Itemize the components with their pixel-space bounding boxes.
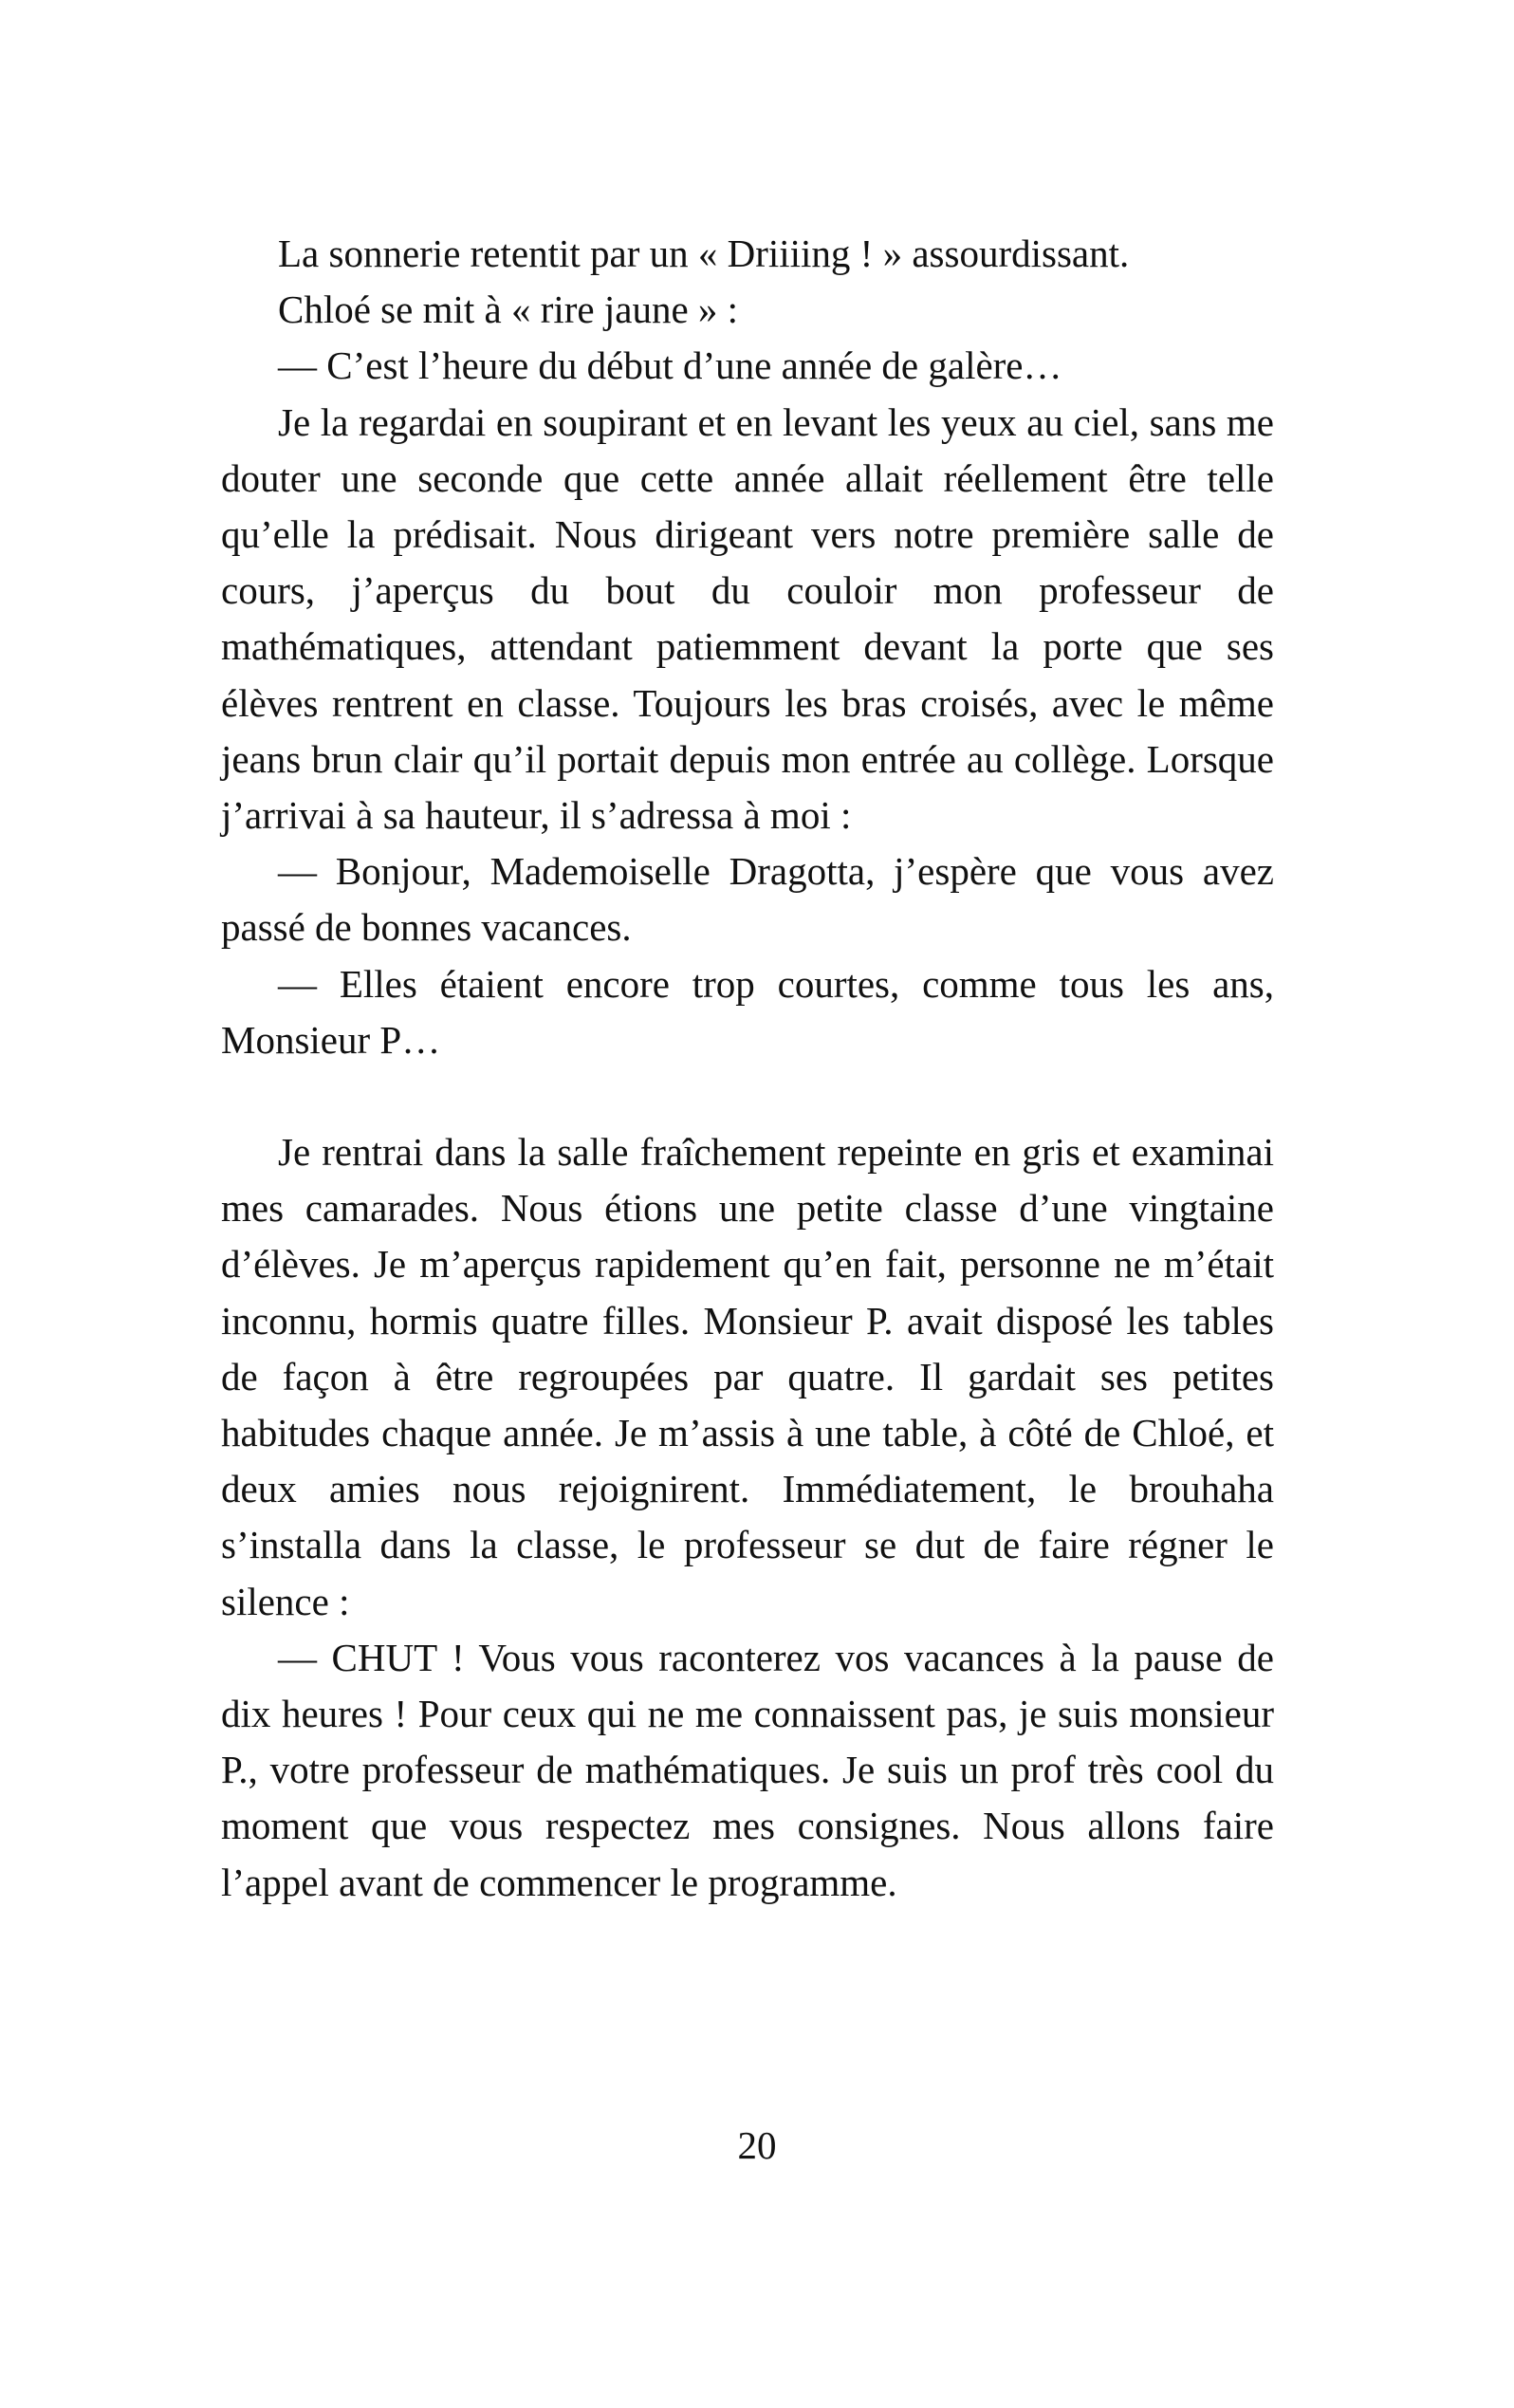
dialogue-line: — Elles étaient encore trop courtes, comme tous les ans, Monsieur P… bbox=[221, 961, 1274, 1062]
paragraph: La sonnerie retentit par un « Driiiing ! » assourdissant. bbox=[278, 232, 1130, 275]
dialogue-line: — C’est l’heure du début d’une année de galère… bbox=[278, 343, 1062, 388]
section-break bbox=[221, 1068, 1274, 1124]
body-text bbox=[221, 226, 1274, 1911]
dialogue-line: — CHUT ! Vous vous raconterez vos vacances à la pause de dix heures ! Pour ceux qui ne me connaissent pas, je suis monsieur P., votre professeur de mathématiques. Je suis un prof très cool du moment que vous respectez mes consignes. Nous allons faire l’appel avant de commencer le programme. bbox=[221, 1635, 1274, 1904]
page-number: 20 bbox=[737, 2123, 777, 2167]
paragraph: Je la regardai en soupirant et en levant les yeux au ciel, sans me douter une seconde que cette année allait réellement être telle qu’elle la prédisait. Nous dirigeant vers notre première salle de cours, j’aperçus du bout du couloir mon professeur de mathématiques, attendant patiemment devant la porte que ses élèves rentrent en classe. Toujours les bras croisés, avec le même jeans brun clair qu’il portait depuis mon entrée au collège. Lorsque j’arrivai à sa hauteur, il s’adressa à moi : bbox=[221, 399, 1274, 838]
dialogue-line: — Bonjour, Mademoiselle Dragotta, j’espère que vous avez passé de bonnes vacances. bbox=[221, 849, 1274, 950]
paragraph: Je rentrai dans la salle fraîchement repeinte en gris et examinai mes camarades. Nous étions une petite classe d’une vingtaine d’élèves. Je m’aperçus rapidement qu’en fait, personne ne m’était inconnu, hormis quatre filles. Monsieur P. avait disposé les tables de façon à être regroupées par quatre. Il gardait ses petites habitudes chaque année. Je m’assis à une table, à côté de Chloé, et deux amies nous rejoignirent. Immédiatement, le brouhaha s’installa dans la classe, le professeur se dut de faire régner le silence : bbox=[221, 1130, 1274, 1623]
paragraph: Chloé se mit à « rire jaune » : bbox=[278, 287, 739, 332]
